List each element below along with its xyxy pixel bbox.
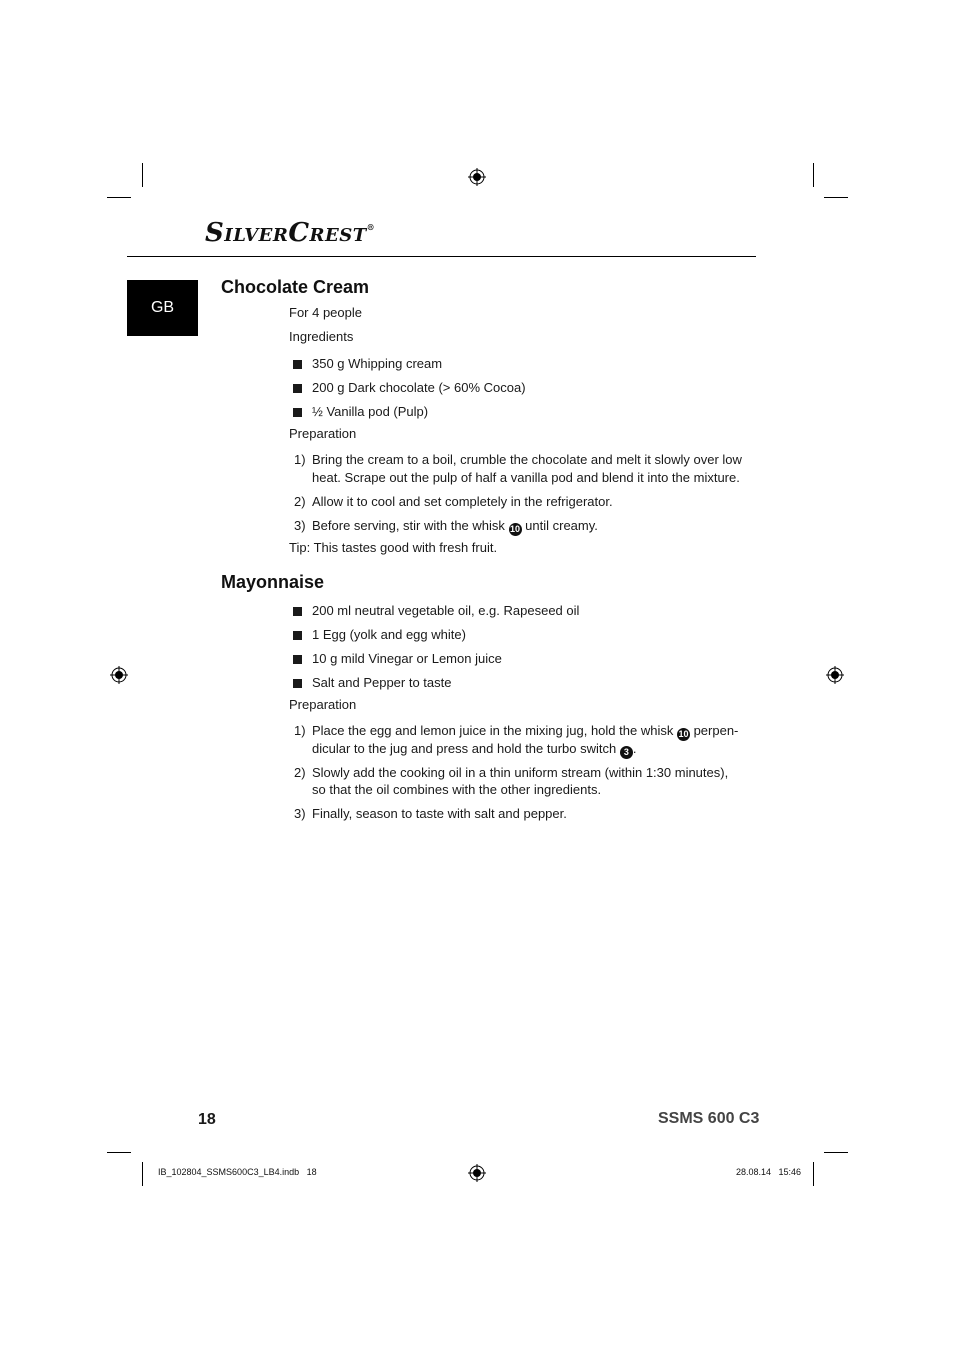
turbo-switch-reference-badge: 3 <box>620 746 633 759</box>
list-item: 1 Egg (yolk and egg white) <box>312 627 466 642</box>
step-text-part: . <box>632 741 637 756</box>
print-slug-file: IB_102804_SSMS600C3_LB4.indb 18 <box>158 1167 317 1177</box>
language-tab-label: GB <box>150 299 175 316</box>
section-title-chocolate-cream: Chocolate Cream <box>221 277 370 297</box>
page-number: 18 <box>198 1111 216 1128</box>
crop-mark <box>824 1152 848 1153</box>
ingredients-heading: Ingredients <box>289 329 354 344</box>
model-number: SSMS 600 C3 <box>658 1110 760 1127</box>
bullet-square-icon <box>293 655 302 664</box>
bullet-square-icon <box>293 607 302 616</box>
step-number: 1) <box>294 452 306 467</box>
serves-text: For 4 people <box>289 305 362 320</box>
crop-mark <box>824 197 848 198</box>
list-item: 200 g Dark chocolate (> 60% Cocoa) <box>312 380 526 395</box>
step-number: 2) <box>294 765 306 780</box>
list-item: ½ Vanilla pod (Pulp) <box>312 404 429 419</box>
crop-mark <box>142 1162 143 1186</box>
list-item: 10 g mild Vinegar or Lemon juice <box>312 651 502 666</box>
step-text: Bring the cream to a boil, crumble the chocolate and melt it slowly over low <box>312 452 742 467</box>
step-text-part: Place the egg and lemon juice in the mixing jug, hold the whisk <box>312 723 674 738</box>
registered-mark: ® <box>366 222 376 232</box>
registration-mark-icon <box>110 666 128 684</box>
whisk-reference-badge: 10 <box>510 524 521 534</box>
crop-mark <box>107 197 131 198</box>
registration-mark-icon <box>468 1164 486 1182</box>
bullet-square-icon <box>293 384 302 393</box>
step-text-part: Before serving, stir with the whisk <box>312 518 505 533</box>
tip-text: Tip: This tastes good with fresh fruit. <box>289 540 498 555</box>
section-title-mayonnaise: Mayonnaise <box>221 572 325 592</box>
header-rule <box>127 256 756 257</box>
step-text-part: until creamy. <box>525 518 598 533</box>
language-tab <box>127 280 198 336</box>
list-item: 200 ml neutral vegetable oil, e.g. Rapeseed oil <box>312 603 580 618</box>
step-number: 2) <box>294 494 306 509</box>
list-item: Salt and Pepper to taste <box>312 675 452 690</box>
step-number: 3) <box>294 518 306 533</box>
step-text: Finally, season to taste with salt and pepper. <box>312 806 567 821</box>
step-text: Slowly add the cooking oil in a thin uniform stream (within 1:30 minutes), <box>312 765 729 780</box>
registration-mark-icon <box>826 666 844 684</box>
bullet-square-icon <box>293 360 302 369</box>
brand-logo-text: SilverCrest <box>205 218 367 248</box>
step-text-part: perpen- <box>693 723 739 738</box>
brand-logo <box>205 218 375 248</box>
step-text: Allow it to cool and set completely in the refrigerator. <box>312 494 613 509</box>
preparation-heading: Preparation <box>289 426 357 441</box>
bullet-square-icon <box>293 631 302 640</box>
print-slug-date: 28.08.14 15:46 <box>736 1167 802 1177</box>
preparation-heading: Preparation <box>289 697 357 712</box>
bullet-square-icon <box>293 408 302 417</box>
crop-mark <box>813 1162 814 1186</box>
step-number: 3) <box>294 806 306 821</box>
step-text <box>312 722 738 741</box>
crop-mark <box>142 163 143 187</box>
step-text <box>312 740 637 759</box>
bullet-square-icon <box>293 679 302 688</box>
step-number: 1) <box>294 723 306 738</box>
whisk-reference-badge: 10 <box>678 729 689 739</box>
step-text: heat. Scrape out the pulp of half a vanilla pod and blend it into the mixture. <box>312 470 740 485</box>
crop-mark <box>107 1152 131 1153</box>
list-item: 350 g Whipping cream <box>312 356 443 371</box>
crop-mark <box>813 163 814 187</box>
step-text-part: dicular to the jug and press and hold the turbo switch <box>312 741 617 756</box>
step-text <box>312 517 598 536</box>
step-text: so that the oil combines with the other ingredients. <box>312 782 602 797</box>
registration-mark-icon <box>468 168 486 186</box>
